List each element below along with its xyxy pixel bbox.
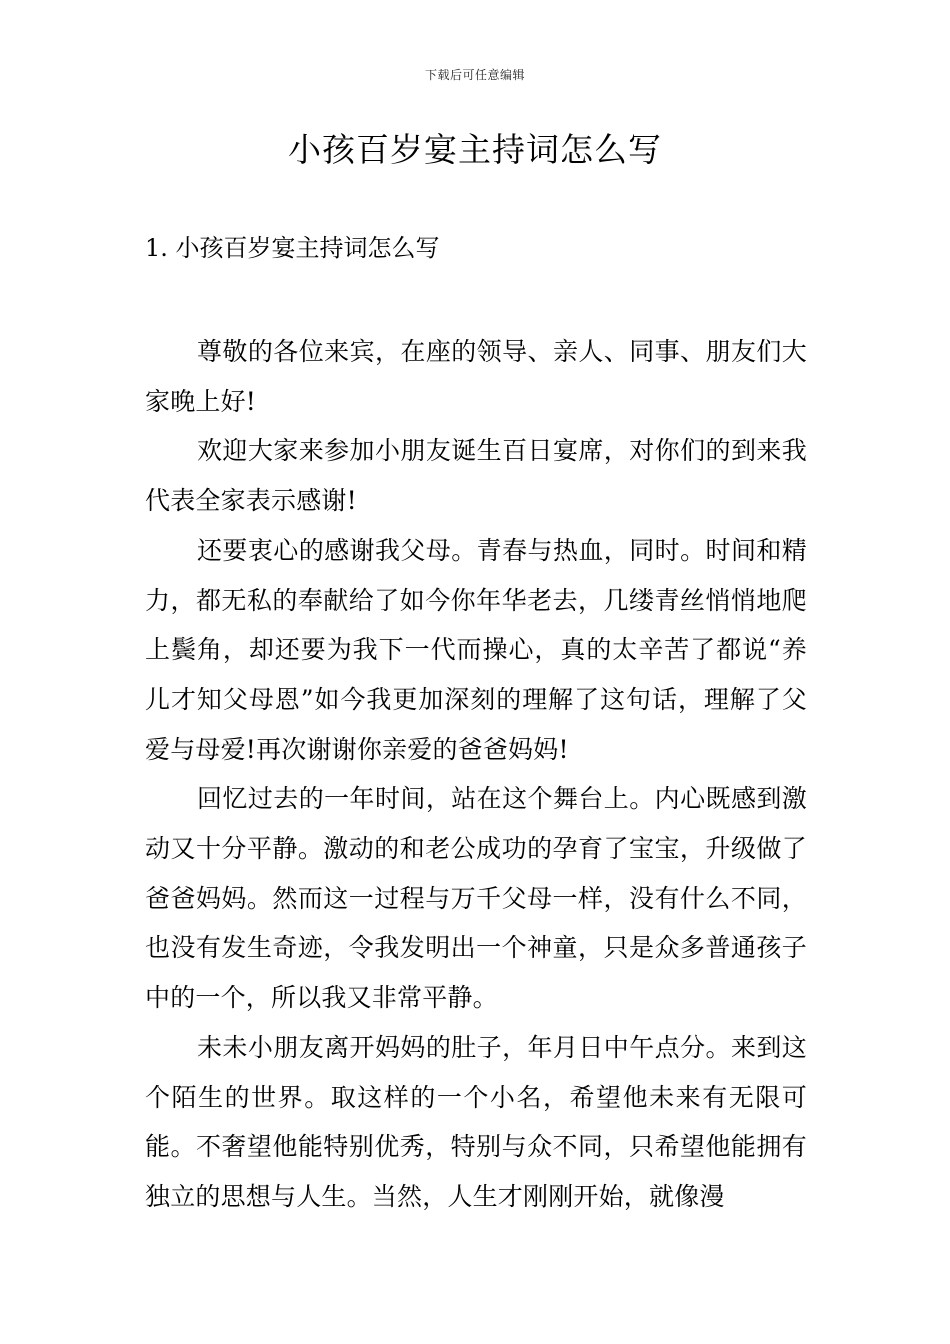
header-note: 下载后可任意编辑 bbox=[424, 68, 525, 82]
paragraph-1: 尊敬的各位来宾，在座的领导、亲人、同事、朋友们大家晚上好! bbox=[145, 337, 807, 416]
paragraph-2: 欢迎大家来参加小朋友诞生百日宴席，对你们的到来我代表全家表示感谢! bbox=[145, 436, 807, 516]
document-title: 小孩百岁宴主持词怎么写 bbox=[288, 130, 662, 169]
paragraph-4: 回忆过去的一年时间，站在这个舞台上。内心既感到激动又十分平静。激动的和老公成功的孕育了宝宝，升级做了爸爸妈妈。然而这一过程与万千父母一样，没有什么不同，也没有发生奇迹，令我发明出一个神童，只是众多普通孩子中的一个，所以我又非常平静。 bbox=[145, 784, 807, 1013]
section-heading: 1. 小孩百岁宴主持词怎么写 bbox=[145, 234, 440, 262]
paragraph-5: 未未小朋友离开妈妈的肚子，年月日中午点分。来到这个陌生的世界。取这样的一个小名，希望他未来有无限可能。不奢望他能特别优秀，特别与众不同，只希望他能拥有独立的思想与人生。当然，人生才刚刚开始，就像漫 bbox=[145, 1032, 807, 1211]
paragraph-3: 还要衷心的感谢我父母。青春与热血，同时。时间和精力，都无私的奉献给了如今你年华老去，几缕青丝悄悄地爬上鬓角，却还要为我下一代而操心，真的太辛苦了都说“养儿才知父母恩”如今我更加深刻的理解了这句话，理解了父爱与母爱!再次谢谢你亲爱的爸爸妈妈! bbox=[145, 535, 807, 764]
body-text bbox=[145, 327, 807, 1222]
